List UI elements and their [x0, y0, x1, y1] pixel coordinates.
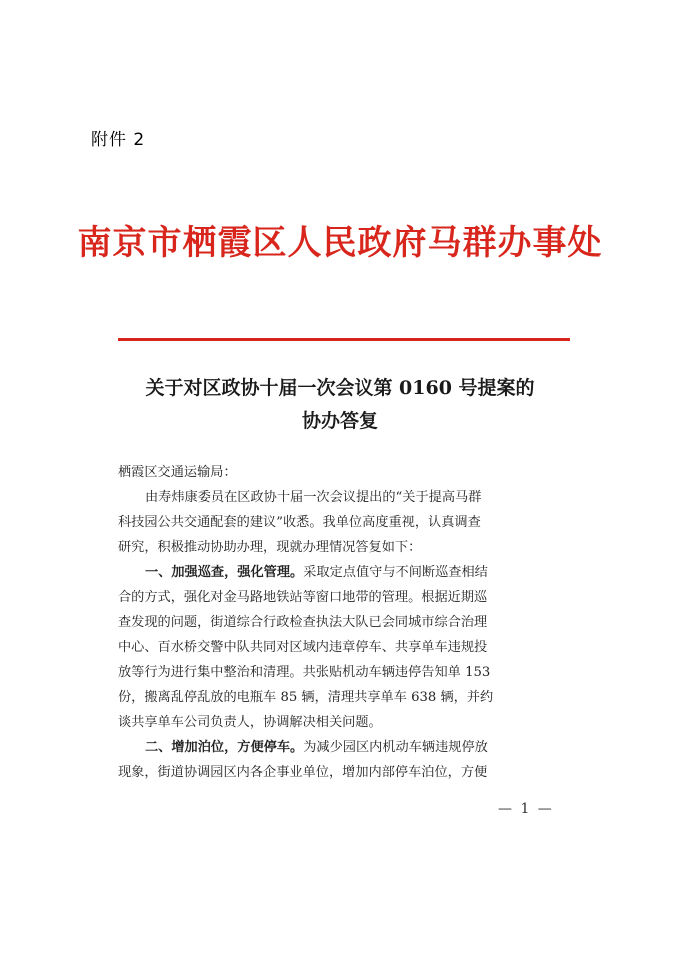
intro-line-3: 研究，积极推动协助办理，现就办理情况答复如下：	[118, 540, 422, 555]
header-divider-rule	[118, 338, 570, 341]
section-2-first-line	[118, 735, 570, 760]
section-2-line-2: 现象，街道协调园区内各企事业单位，增加内部停车泊位，方便	[118, 765, 488, 780]
section-2-first-line-text: 为减少园区内机动车辆违规停放	[303, 740, 488, 755]
section-1-line-4: 中心、百水桥交警中队共同对区域内违章停车、共享单车违规投	[118, 640, 488, 655]
section-1-line-3: 查发现的问题，街道综合行政检查执法大队已会同城市综合治理	[118, 615, 488, 630]
section-1-line-2: 合的方式，强化对金马路地铁站等窗口地带的管理。根据近期巡	[118, 590, 488, 605]
section-1-line-5: 放等行为进行集中整治和清理。共张贴机动车辆违停告知单 153	[118, 665, 491, 680]
page-number: — 1 —	[498, 801, 554, 817]
section-1-line-6: 份，搬离乱停乱放的电瓶车 85 辆，清理共享单车 638 辆，并约	[118, 690, 494, 705]
attachment-label: 附件 2	[91, 130, 146, 150]
section-1-heading: 一、加强巡查，强化管理。	[145, 565, 304, 580]
section-1-first-line	[118, 560, 570, 585]
issuing-organization-header: 南京市栖霞区人民政府马群办事处	[77, 223, 603, 263]
section-2-heading: 二、增加泊位，方便停车。	[145, 740, 304, 755]
document-title-line-2: 协办答复	[301, 410, 378, 432]
salutation: 栖霞区交通运输局：	[118, 465, 237, 480]
section-1-line-7: 谈共享单车公司负责人，协调解决相关问题。	[118, 715, 382, 730]
document-title-line-1: 关于对区政协十届一次会议第 0160 号提案的	[145, 377, 535, 399]
intro-line-2: 科技园公共交通配套的建议”收悉。我单位高度重视，认真调查	[118, 515, 481, 530]
intro-line-1: 由寿炜康委员在区政协十届一次会议提出的“关于提高马群	[145, 490, 482, 505]
section-1-first-line-text: 采取定点值守与不间断巡查相结	[303, 565, 488, 580]
